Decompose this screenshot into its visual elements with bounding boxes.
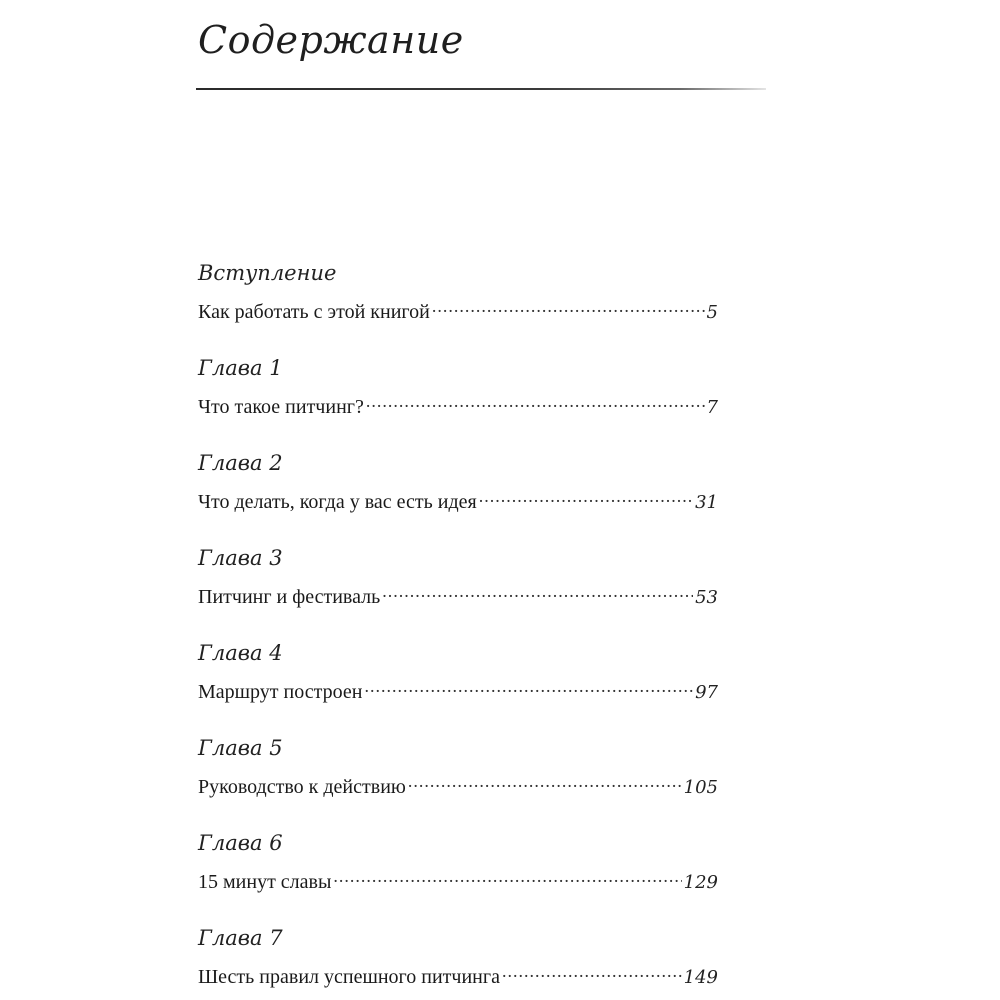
entry-title: Шесть правил успешного питчинга [198, 966, 500, 988]
entry-title: Питчинг и фестиваль [198, 586, 381, 608]
dot-leader [364, 678, 693, 698]
toc-entry[interactable] [198, 963, 718, 989]
toc-section [198, 258, 718, 324]
entry-title: Что делать, когда у вас есть идея [198, 491, 477, 513]
entry-title: Что такое питчинг? [198, 396, 364, 418]
toc-section [198, 353, 718, 419]
page-number: 149 [683, 967, 718, 988]
dot-leader [502, 963, 682, 983]
dot-leader [333, 868, 681, 888]
toc-entry[interactable] [198, 298, 718, 324]
entry-title: Маршрут построен [198, 681, 363, 703]
entry-title: 15 минут славы [198, 871, 332, 893]
page-number: 5 [706, 302, 718, 323]
section-heading: Глава 7 [198, 926, 283, 950]
section-heading: Глава 1 [198, 356, 283, 380]
dot-leader [382, 583, 693, 603]
toc-section [198, 543, 718, 609]
section-heading: Глава 3 [198, 546, 283, 570]
toc-section [198, 638, 718, 704]
section-heading: Глава 4 [198, 641, 283, 665]
entry-title: Руководство к действию [198, 776, 406, 798]
toc-section [198, 923, 718, 989]
dot-leader [432, 298, 705, 318]
dot-leader [366, 393, 705, 413]
toc-entry[interactable] [198, 773, 718, 799]
page-title: Содержание [198, 18, 464, 62]
toc-section [198, 733, 718, 799]
toc-entry[interactable] [198, 393, 718, 419]
dot-leader [479, 488, 693, 508]
toc-entry[interactable] [198, 583, 718, 609]
title-divider [196, 88, 766, 90]
toc-section [198, 828, 718, 894]
section-heading: Вступление [198, 261, 337, 285]
section-heading: Глава 6 [198, 831, 283, 855]
page-number: 105 [683, 777, 718, 798]
page-number: 7 [706, 397, 718, 418]
section-heading: Глава 2 [198, 451, 283, 475]
section-heading: Глава 5 [198, 736, 283, 760]
toc-section [198, 448, 718, 514]
toc-entry[interactable] [198, 868, 718, 894]
dot-leader [408, 773, 682, 793]
page-number: 129 [683, 872, 718, 893]
page-number: 97 [695, 682, 718, 703]
page-number: 31 [695, 492, 718, 513]
entry-title: Как работать с этой книгой [198, 301, 430, 323]
toc-entry[interactable] [198, 488, 718, 514]
page-number: 53 [695, 587, 718, 608]
toc-entry[interactable] [198, 678, 718, 704]
